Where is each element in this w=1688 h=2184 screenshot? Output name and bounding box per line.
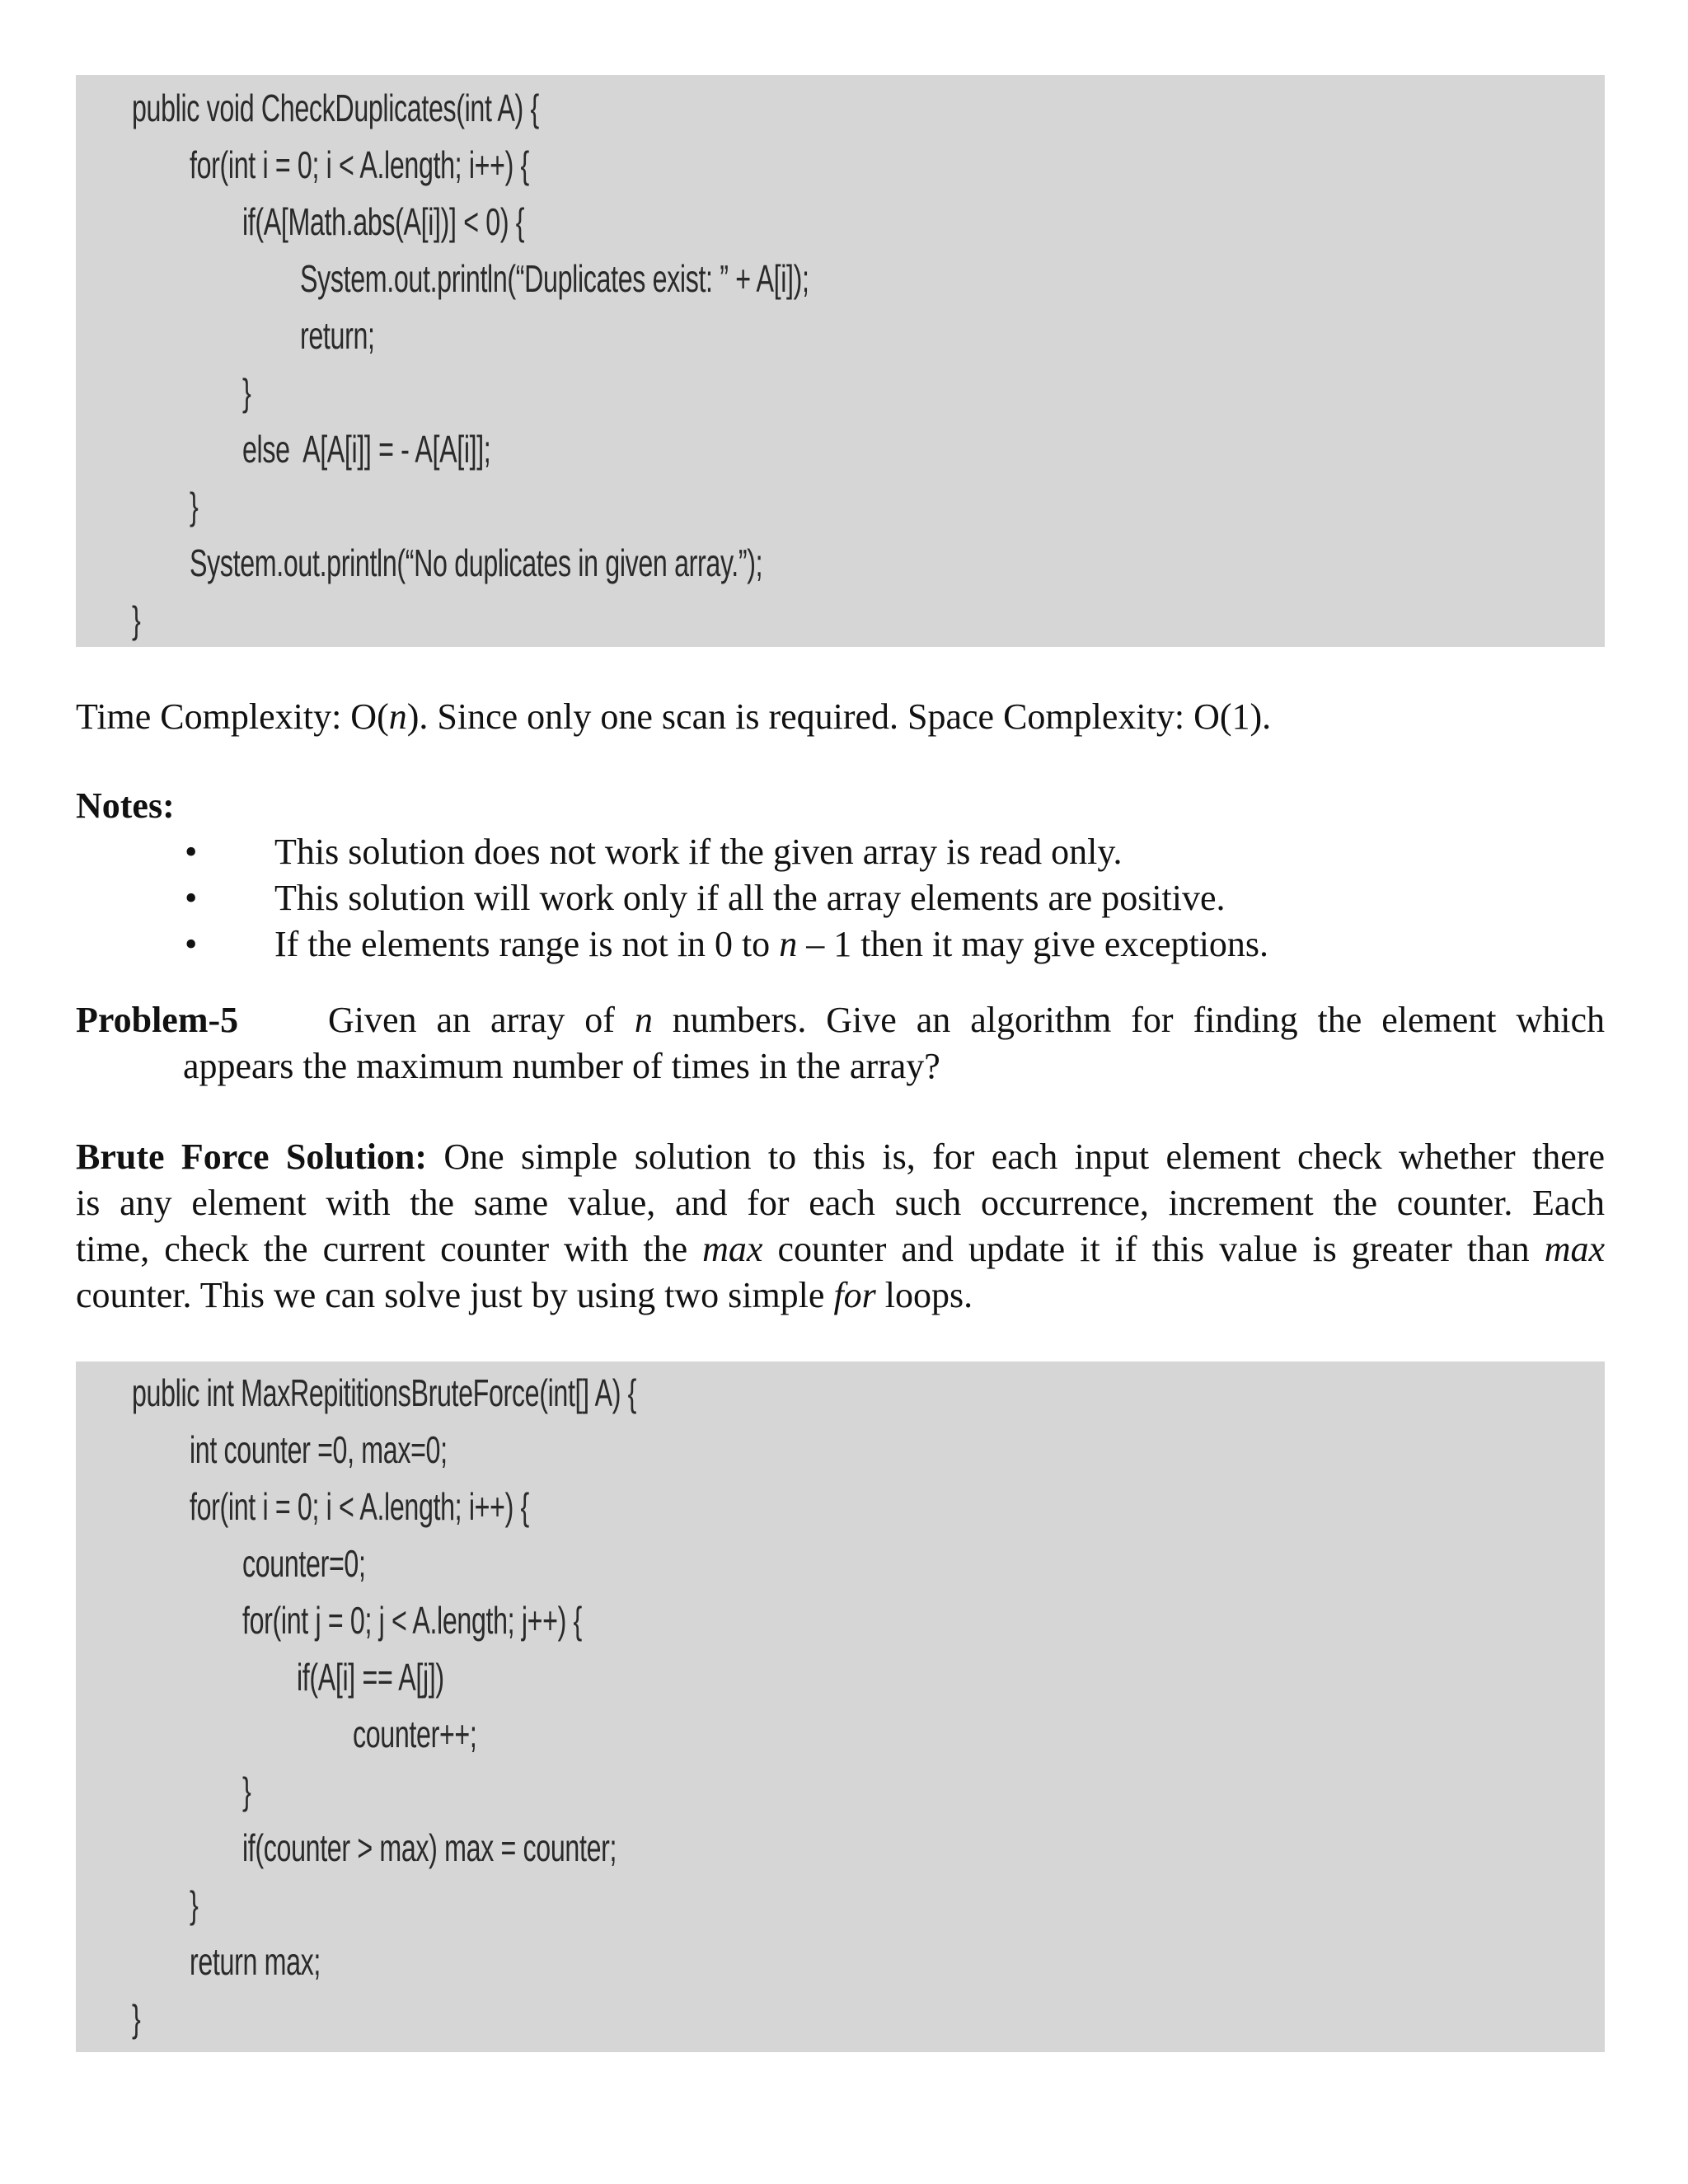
note-item3-suffix: – 1 then it may give exceptions. [797, 924, 1269, 964]
brute-force-label: Brute Force Solution: [76, 1137, 428, 1177]
brute-force-line1-rest: One simple solution to this is, for each input element check whether there [427, 1137, 1605, 1177]
notes-heading: Notes: [76, 785, 175, 826]
problem-line1-suffix: numbers. Give an algorithm for finding the element which [652, 1000, 1605, 1040]
code-line: public void CheckDuplicates(int A) { [132, 87, 539, 129]
code-line: return; [300, 314, 375, 357]
complexity-var: n [388, 696, 407, 737]
code-line: } [242, 1769, 251, 1812]
brute-force-line4-a: counter. This we can solve just by using two simple [76, 1275, 834, 1315]
code-line: for(int j = 0; j < A.length; j++) { [242, 1599, 582, 1642]
note-item: This solution will work only if all the array elements are positive. [274, 878, 1226, 918]
code-line: } [132, 1997, 141, 2040]
brute-force-line4-b: loops. [875, 1275, 973, 1315]
code-line: for(int i = 0; i < A.length; i++) { [190, 143, 529, 186]
complexity-suffix: ). Since only one scan is required. Space Complexity: O(1). [406, 696, 1272, 737]
code-line: if(A[i] == A[j]) [297, 1656, 444, 1699]
problem-label: Problem-5 [76, 1000, 239, 1040]
code-line: System.out.println(“No duplicates in given array.”); [190, 541, 763, 584]
problem-line1-var: n [634, 1000, 653, 1040]
complexity-prefix: Time Complexity: O( [76, 696, 389, 737]
note-item3-prefix: If the elements range is not in 0 to [274, 924, 780, 964]
bullet-icon: • [185, 878, 198, 918]
brute-force-line3-b: counter and update it if this value is greater than [762, 1229, 1545, 1269]
brute-force-max-1: max [702, 1229, 763, 1269]
bullet-icon: • [185, 832, 198, 872]
brute-force-line3-a: time, check the current counter with the [76, 1229, 703, 1269]
code-line: counter=0; [242, 1542, 366, 1585]
code-line: } [190, 485, 199, 527]
code-line: else A[A[i]] = - A[A[i]]; [242, 428, 491, 471]
code-line: if(counter > max) max = counter; [242, 1826, 617, 1869]
note-item: This solution does not work if the given array is read only. [274, 832, 1123, 872]
code-line: return max; [190, 1940, 321, 1983]
problem-line1-prefix: Given an array of [328, 1000, 635, 1040]
note-item3-var: n [779, 924, 798, 964]
code-block-check-duplicates [76, 75, 1605, 647]
code-line: counter++; [353, 1713, 477, 1755]
brute-force-max-2: max [1544, 1229, 1606, 1269]
code-line: System.out.println(“Duplicates exist: ” + A[i]); [300, 257, 809, 300]
code-line: } [190, 1883, 199, 1926]
brute-force-line4 [76, 1272, 973, 1319]
note-item [274, 921, 1268, 968]
code-line: int counter =0, max=0; [190, 1428, 448, 1471]
code-line: } [242, 371, 251, 414]
complexity-text [76, 694, 1271, 740]
problem-statement-line2: appears the maximum number of times in the array? [183, 1046, 940, 1086]
code-block-max-repetitions [76, 1361, 1605, 2052]
brute-force-line1 [76, 1134, 1605, 1180]
brute-force-line3 [76, 1226, 1605, 1272]
brute-force-line2-text: is any element with the same value, and for each such occurrence, increment the counter. Each [76, 1183, 1605, 1223]
brute-force-for: for [833, 1275, 876, 1315]
bullet-icon: • [185, 924, 198, 964]
code-line: } [132, 598, 141, 641]
code-line: public int MaxRepititionsBruteForce(int[] A) { [132, 1371, 637, 1414]
brute-force-line2 [76, 1180, 1605, 1226]
code-line: if(A[Math.abs(A[i])] < 0) { [242, 200, 525, 243]
code-line: for(int i = 0; i < A.length; i++) { [190, 1485, 529, 1528]
problem-statement-line1 [328, 997, 1605, 1043]
